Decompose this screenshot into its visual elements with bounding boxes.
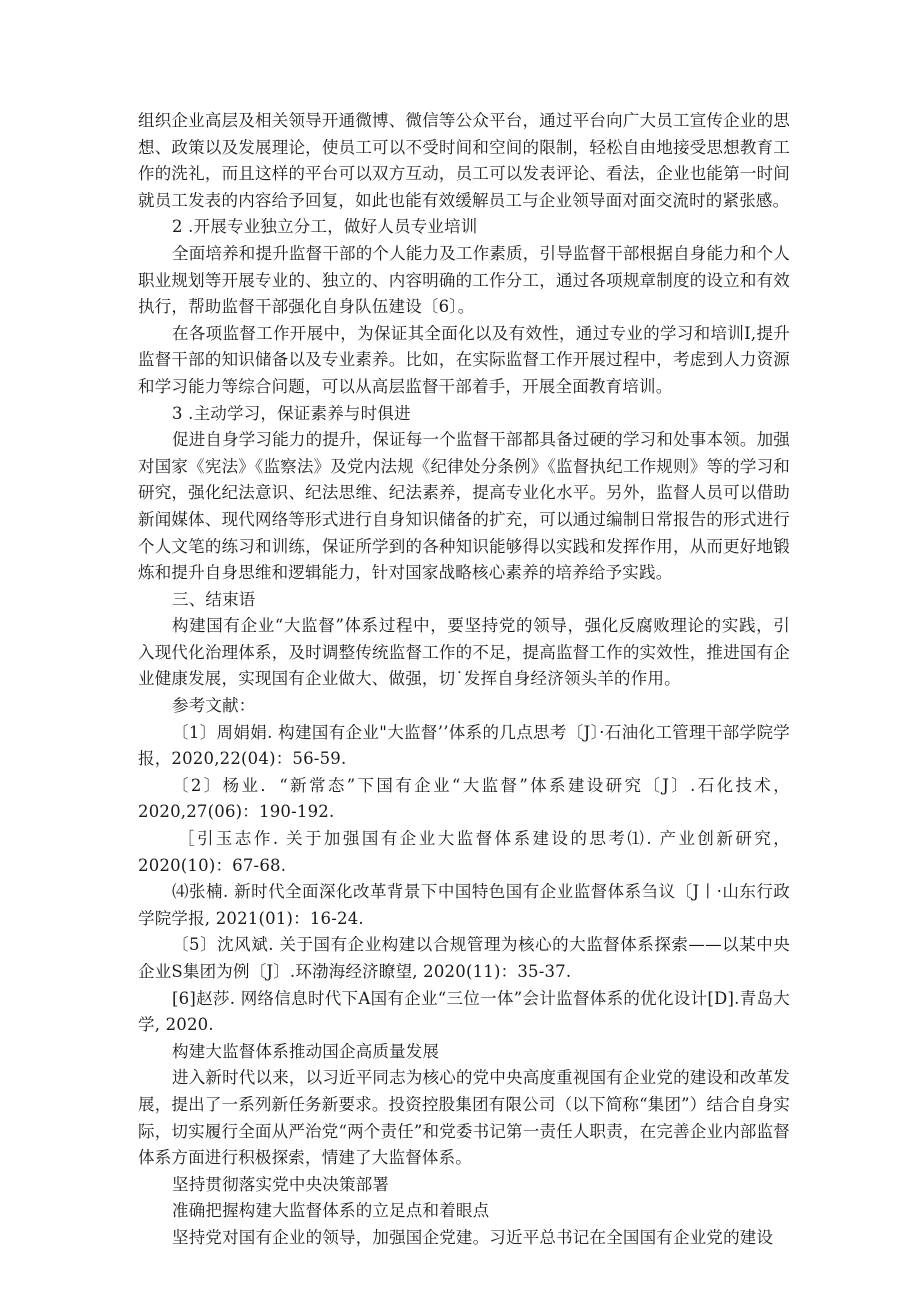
paragraph-training-1: 全面培养和提升监督干部的个人能力及工作素质，引导监督干部根据自身能力和个人职业规划等开展专业的、独立的、内容明确的工作分工，通过各项规章制度的设立和有效执行，帮助监督干部强化自身队伍建设〔6〕。 <box>138 243 790 317</box>
reference-item: 〔2〕杨业．“新常态”下国有企业“大监督”体系建设研究〔J〕.石化技术，2020,27(06)：190-192. <box>138 775 790 822</box>
reference-item: ⑷张楠. 新时代全面深化改革背景下中国特色国有企业监督体系刍议〔J丨·山东行政学院学报, 2021(01)：16-24. <box>138 882 790 928</box>
paragraph-intro: 组织企业高层及相关领导开通微博、微信等公众平台，通过平台向广大员工宣传企业的思想、政策以及发展理论，使员工可以不受时间和空间的限制，轻松自由地接受思想教育工作的洗礼，而且这样的平台可以双方互动，员工可以发表评论、看法，企业也能第一时间就员工发表的内容给予回复，如此也能有效缓解员工与企业领导面对面交流时的紧张感。 <box>138 111 790 210</box>
heading-conclusion: 三、结束语 <box>172 589 256 609</box>
subheading-grasp: 准确把握构建大监督体系的立足点和着眼点 <box>172 1201 490 1221</box>
paragraph-training-2: 在各项监督工作开展中，为保证其全面化以及有效性，通过专业的学习和培训I,提升监督干部的知识储备以及专业素养。比如，在实际监督工作开展过程中，考虑到人力资源和学习能力等综合问题，可以从高层监督干部着手，开展全面教育培训。 <box>138 323 790 396</box>
reference-item: 〔1〕周娟娟. 构建国有企业"大监督’’体系的几点思考〔J〕·石油化工管理干部学院学报，2020,22(04)：56-59. <box>138 722 790 769</box>
paragraph-party-leadership: 坚持党对国有企业的领导，加强国企党建。习近平总书记在全国国有企业党的建设 <box>172 1227 774 1247</box>
reference-item: ［引玉志作. 关于加强国有企业大监督体系建设的思考⑴. 产业创新研究，2020(10)：67-68. <box>138 829 790 875</box>
heading-references: 参考文献： <box>172 696 256 716</box>
reference-item: 〔5〕沈风斌. 关于国有企业构建以合规管理为核心的大监督体系探索——以某中央企业S集团为例〔J〕.环渤海经济瞭望, 2020(11)：35-37. <box>138 935 790 981</box>
document-body <box>138 108 790 1252</box>
heading-section-3: 3 .主动学习，保证素养与时俱进 <box>172 403 411 423</box>
paragraph-conclusion: 构建国有企业“大监督”体系过程中，要坚持党的领导，强化反腐败理论的实践，引入现代化治理体系，及时调整传统监督工作的不足，提高监督工作的实效性，推进国有企业健康发展，实现国有企业做大、做强，切˙发挥自身经济领头羊的作用。 <box>138 616 790 689</box>
subheading-implement: 坚持贯彻落实党中央决策部署 <box>172 1174 390 1194</box>
reference-item: [6]赵莎. 网络信息时代下A国有企业“三位一体”会计监督体系的优化设计[D].青岛大学, 2020. <box>138 988 790 1035</box>
paragraph-learning: 促进自身学习能力的提升，保证每一个监督干部都具备过硬的学习和处事本领。加强对国家《宪法》《监察法》及党内法规《纪律处分条例》《监督执纪工作规则》等的学习和研究，强化纪法意识、纪法思维、纪法素养，提高专业化水平。另外，监督人员可以借助新闻媒体、现代网络等形式进行自身知识储备的扩充，可以通过编制日常报告的形式进行个人文笔的练习和训练，保证所学到的各种知识能够得以实践和发挥作用，从而更好地锻炼和提升自身思维和逻辑能力，针对国家战略核心素养的培养给予实践。 <box>138 430 790 583</box>
paragraph-new-era: 进入新时代以来，以习近平同志为核心的党中央高度重视国有企业党的建设和改革发展，提出了一系列新任务新要求。投资控股集团有限公司（以下简称“集团”）结合自身实际，切实履行全面从严治党“两个责任”和党委书记第一责任人职责，在完善企业内部监督体系方面进行积极探索，情建了大监督体系。 <box>138 1068 790 1168</box>
heading-section-2: 2 .开展专业独立分工，做好人员专业培训 <box>172 217 478 237</box>
article-title: 构建大监督体系推动国企高质量发展 <box>172 1041 440 1061</box>
